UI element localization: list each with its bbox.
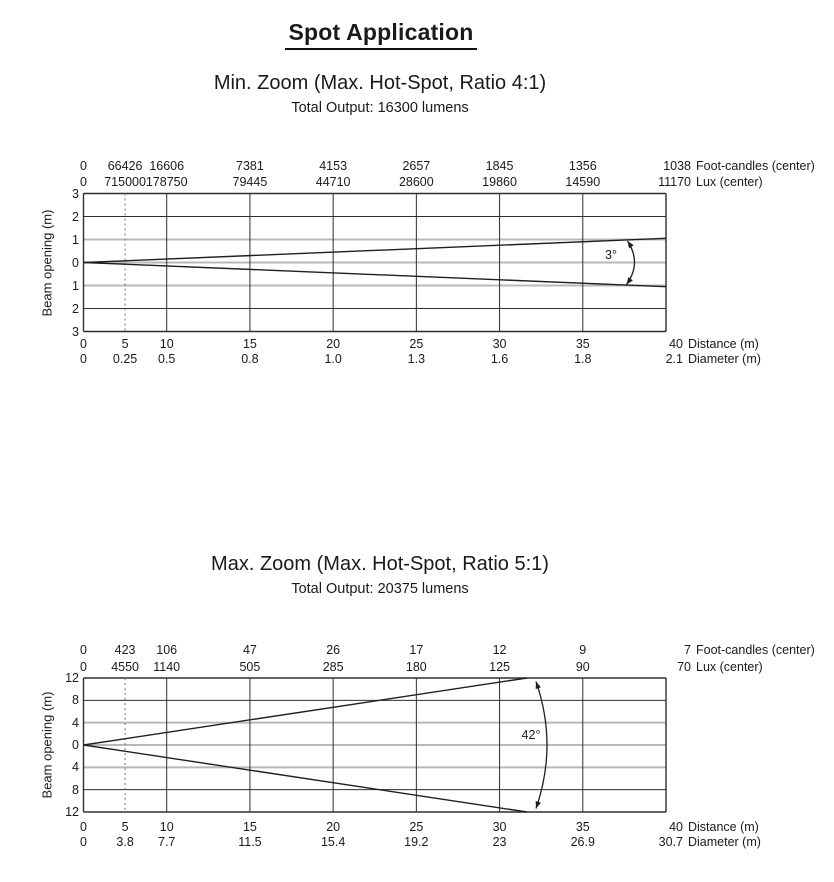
lux-tick-label: 1140 — [153, 660, 181, 674]
chart-min-zoom-subtitle: Total Output: 16300 lumens — [291, 100, 469, 116]
distance-tick-label: 30 — [492, 820, 507, 834]
lux-tick-label: 715000 — [104, 175, 146, 189]
chart-max-zoom-title: Max. Zoom (Max. Hot-Spot, Ratio 5:1) — [211, 553, 549, 575]
distance-tick-label: 35 — [575, 337, 590, 351]
chart-max-zoom-subtitle: Total Output: 20375 lumens — [291, 581, 469, 597]
lux-axis-unit-label: Lux (center) — [696, 660, 763, 674]
y-tick-label: 12 — [65, 805, 79, 819]
diameter-tick-label: 11.5 — [238, 835, 262, 849]
footcandles-tick-label: 106 — [156, 643, 178, 657]
diameter-tick-label: 23 — [492, 835, 507, 849]
diameter-tick-label: 2.1 — [665, 352, 683, 366]
lux-tick-label: 14590 — [565, 175, 601, 189]
distance-tick-label: 10 — [159, 337, 174, 351]
footcandles-tick-label: 66426 — [107, 159, 143, 173]
distance-tick-label: 40 — [669, 820, 683, 834]
footcandles-tick-label: 4153 — [319, 159, 348, 173]
lux-tick-label: 0 — [80, 175, 87, 189]
distance-axis-unit-label: Distance (m) — [688, 820, 759, 834]
footcandles-tick-label: 12 — [492, 643, 507, 657]
lux-tick-label: 178750 — [145, 175, 188, 189]
distance-tick-label: 25 — [409, 337, 424, 351]
diameter-tick-label: 26.9 — [570, 835, 595, 849]
distance-tick-label: 5 — [121, 337, 129, 351]
footcandles-tick-label: 1356 — [568, 159, 597, 173]
distance-tick-label: 35 — [575, 820, 590, 834]
footcandles-tick-label: 0 — [80, 159, 87, 173]
distance-tick-label: 20 — [326, 820, 341, 834]
diameter-axis-unit-label: Diameter (m) — [688, 835, 761, 849]
y-tick-label: 1 — [72, 232, 79, 247]
distance-tick-label: 15 — [242, 820, 257, 834]
footcandles-tick-label: 16606 — [149, 159, 185, 173]
diameter-row — [0, 835, 834, 849]
footcandles-tick-label: 26 — [326, 643, 341, 657]
beam-angle-label: 42° — [521, 728, 541, 742]
lux-row — [0, 660, 834, 674]
chart-min-zoom-title: Min. Zoom (Max. Hot-Spot, Ratio 4:1) — [213, 72, 547, 94]
lux-tick-label: 505 — [239, 660, 261, 674]
diameter-tick-label: 30.7 — [658, 835, 683, 849]
footcandles-tick-label: 1845 — [485, 159, 514, 173]
diameter-tick-label: 1.3 — [407, 352, 426, 366]
lux-tick-label: 44710 — [315, 175, 351, 189]
diameter-tick-label: 1.0 — [324, 352, 342, 366]
beam-opening-axis-label: Beam opening (m) — [39, 209, 55, 316]
lux-tick-label: 90 — [575, 660, 590, 674]
footcandles-row — [0, 159, 834, 173]
distance-tick-label: 25 — [409, 820, 424, 834]
lux-tick-label: 19860 — [482, 175, 517, 189]
distance-tick-label: 0 — [80, 337, 87, 351]
beam-opening-axis-label: Beam opening (m) — [39, 691, 55, 799]
diameter-tick-label: 3.8 — [116, 835, 134, 849]
distance-axis-unit-label: Distance (m) — [688, 337, 759, 351]
diameter-tick-label: 0.5 — [158, 352, 176, 366]
lux-tick-label: 125 — [489, 660, 510, 674]
footcandles-tick-label: 47 — [242, 643, 257, 657]
lux-tick-label: 0 — [80, 660, 87, 674]
y-tick-label: 0 — [72, 738, 79, 752]
diameter-tick-label: 0 — [80, 835, 87, 849]
distance-tick-label: 30 — [492, 337, 507, 351]
footcandles-tick-label: 17 — [409, 643, 424, 657]
diameter-tick-label: 19.2 — [404, 835, 429, 849]
diameter-tick-label: 1.6 — [490, 352, 509, 366]
y-tick-label: 4 — [72, 715, 79, 730]
page-title-wrap — [0, 19, 762, 50]
diameter-tick-label: 15.4 — [320, 835, 346, 849]
diameter-row — [0, 352, 834, 366]
footcandles-row — [0, 643, 834, 657]
y-tick-label: 8 — [72, 693, 79, 708]
distance-tick-label: 20 — [326, 337, 341, 351]
diameter-tick-label: 7.7 — [158, 835, 176, 849]
diameter-tick-label: 0 — [80, 352, 87, 366]
footcandles-axis-unit-label: Foot-candles (center) — [696, 159, 815, 173]
beam-angle-label: 3° — [605, 248, 617, 262]
lux-tick-label: 285 — [322, 660, 344, 674]
footcandles-tick-label: 7 — [684, 643, 691, 657]
footcandles-axis-unit-label: Foot-candles (center) — [696, 643, 815, 657]
distance-tick-label: 0 — [80, 820, 87, 834]
diameter-tick-label: 0.8 — [241, 352, 259, 366]
distance-row — [0, 820, 834, 834]
diameter-tick-label: 0.25 — [112, 352, 138, 366]
y-tick-label: 12 — [65, 671, 79, 685]
footcandles-tick-label: 423 — [114, 643, 136, 657]
lux-tick-label: 11170 — [658, 175, 691, 189]
lux-row — [0, 175, 834, 189]
lux-tick-label: 79445 — [232, 175, 268, 189]
footcandles-tick-label: 7381 — [236, 159, 264, 173]
distance-tick-label: 10 — [159, 820, 174, 834]
diameter-tick-label: 1.8 — [574, 352, 592, 366]
y-tick-label: 3 — [72, 324, 79, 339]
footcandles-tick-label: 1038 — [663, 159, 691, 173]
y-tick-label: 2 — [72, 301, 79, 316]
diameter-axis-unit-label: Diameter (m) — [688, 352, 761, 366]
page-title: Spot Application — [285, 19, 476, 50]
footcandles-tick-label: 9 — [579, 643, 587, 657]
distance-tick-label: 15 — [242, 337, 257, 351]
y-tick-label: 0 — [72, 255, 79, 270]
y-tick-label: 2 — [72, 209, 79, 224]
y-tick-label: 1 — [72, 278, 79, 293]
lux-tick-label: 70 — [677, 660, 691, 674]
y-tick-label: 4 — [72, 760, 79, 775]
y-tick-label: 3 — [72, 186, 79, 201]
distance-tick-label: 5 — [121, 820, 129, 834]
lux-axis-unit-label: Lux (center) — [696, 175, 763, 189]
y-tick-label: 8 — [72, 782, 79, 797]
distance-tick-label: 40 — [669, 337, 683, 351]
footcandles-tick-label: 2657 — [402, 159, 431, 173]
distance-row — [0, 337, 834, 351]
lux-tick-label: 28600 — [398, 175, 434, 189]
footcandles-tick-label: 0 — [80, 643, 87, 657]
lux-tick-label: 4550 — [111, 660, 139, 674]
lux-tick-label: 180 — [405, 660, 427, 674]
